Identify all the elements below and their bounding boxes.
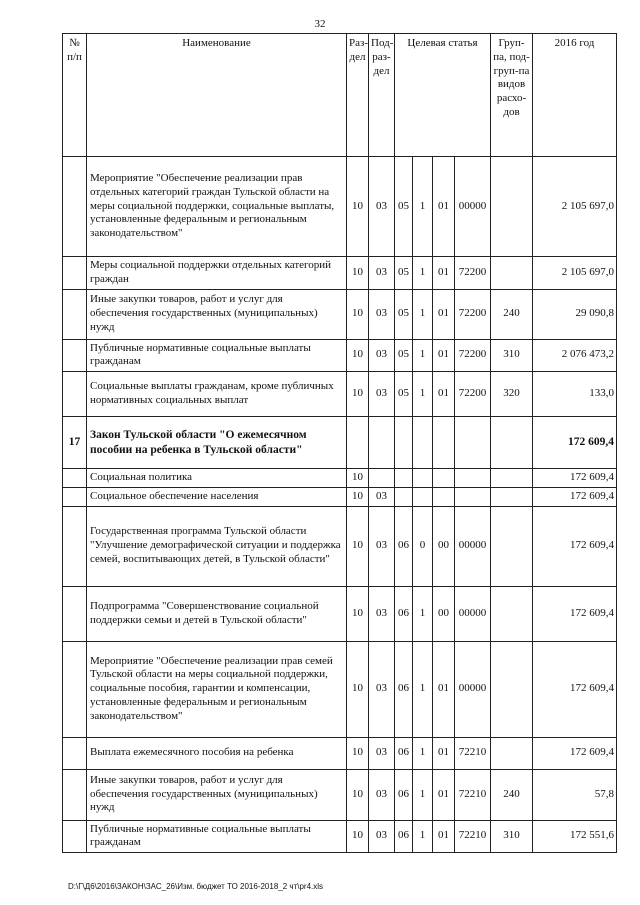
row-expense-group — [491, 506, 533, 586]
row-target-program: 06 — [395, 769, 413, 820]
row-target-direction: 72200 — [455, 257, 491, 290]
row-target-program — [395, 469, 413, 488]
row-podrazdel: 03 — [369, 820, 395, 853]
row-number — [63, 372, 87, 417]
row-amount: 2 076 473,2 — [533, 339, 617, 372]
row-amount: 172 609,4 — [533, 737, 617, 769]
header-group: Груп-па, под-груп-па видов расхо-дов — [491, 34, 533, 157]
table-row — [63, 820, 617, 853]
row-target-subprogram: 1 — [413, 372, 433, 417]
row-target-event — [433, 417, 455, 469]
row-target-direction: 72200 — [455, 289, 491, 339]
row-podrazdel: 03 — [369, 769, 395, 820]
row-target-event: 01 — [433, 737, 455, 769]
row-target-subprogram: 0 — [413, 506, 433, 586]
table-body — [63, 157, 617, 853]
row-target-program: 05 — [395, 289, 413, 339]
row-target-event: 01 — [433, 339, 455, 372]
row-name: Социальные выплаты гражданам, кроме публичных нормативных социальных выплат — [87, 372, 347, 417]
row-number — [63, 641, 87, 737]
row-podrazdel: 03 — [369, 289, 395, 339]
row-razdel: 10 — [347, 289, 369, 339]
table-row — [63, 737, 617, 769]
row-expense-group: 240 — [491, 769, 533, 820]
table-row — [63, 506, 617, 586]
row-podrazdel: 03 — [369, 487, 395, 506]
row-razdel: 10 — [347, 487, 369, 506]
row-amount: 172 609,4 — [533, 487, 617, 506]
header-razdel: Раз-дел — [347, 34, 369, 157]
page-number: 32 — [314, 18, 326, 30]
row-target-program — [395, 417, 413, 469]
row-name: Подпрограмма "Совершенствование социальной поддержки семьи и детей в Тульской области" — [87, 586, 347, 641]
row-amount: 172 551,6 — [533, 820, 617, 853]
row-name: Иные закупки товаров, работ и услуг для обеспечения государственных (муниципальных) нужд — [87, 289, 347, 339]
row-podrazdel: 03 — [369, 372, 395, 417]
row-razdel: 10 — [347, 469, 369, 488]
row-number — [63, 506, 87, 586]
row-number — [63, 586, 87, 641]
row-target-direction — [455, 417, 491, 469]
header-podrazdel: Под-раз-дел — [369, 34, 395, 157]
row-target-subprogram — [413, 469, 433, 488]
row-name: Иные закупки товаров, работ и услуг для обеспечения государственных (муниципальных) нужд — [87, 769, 347, 820]
table-row — [63, 769, 617, 820]
row-target-direction: 00000 — [455, 641, 491, 737]
row-number — [63, 157, 87, 257]
budget-table — [62, 33, 617, 853]
row-podrazdel: 03 — [369, 586, 395, 641]
row-target-subprogram: 1 — [413, 820, 433, 853]
row-number — [63, 339, 87, 372]
row-target-direction: 72210 — [455, 737, 491, 769]
row-expense-group — [491, 157, 533, 257]
row-podrazdel: 03 — [369, 506, 395, 586]
row-target-program: 06 — [395, 641, 413, 737]
row-podrazdel: 03 — [369, 257, 395, 290]
row-target-direction: 72200 — [455, 339, 491, 372]
table-row — [63, 417, 617, 469]
row-target-program: 05 — [395, 157, 413, 257]
row-target-event: 00 — [433, 506, 455, 586]
row-expense-group — [491, 586, 533, 641]
row-target-program: 06 — [395, 737, 413, 769]
row-expense-group: 310 — [491, 820, 533, 853]
row-expense-group — [491, 737, 533, 769]
row-razdel: 10 — [347, 339, 369, 372]
row-number — [63, 257, 87, 290]
row-target-event — [433, 487, 455, 506]
row-amount: 172 609,4 — [533, 586, 617, 641]
row-podrazdel — [369, 469, 395, 488]
row-target-event: 01 — [433, 289, 455, 339]
row-expense-group — [491, 487, 533, 506]
row-target-program: 05 — [395, 339, 413, 372]
header-num: № п/п — [63, 34, 87, 157]
row-target-event: 01 — [433, 257, 455, 290]
row-target-direction — [455, 469, 491, 488]
row-target-subprogram: 1 — [413, 339, 433, 372]
table-header-row — [63, 34, 617, 157]
row-number — [63, 469, 87, 488]
row-razdel: 10 — [347, 586, 369, 641]
row-expense-group — [491, 417, 533, 469]
row-target-direction: 72200 — [455, 372, 491, 417]
row-podrazdel: 03 — [369, 157, 395, 257]
row-podrazdel: 03 — [369, 737, 395, 769]
row-target-subprogram — [413, 487, 433, 506]
row-target-subprogram: 1 — [413, 737, 433, 769]
row-target-event: 01 — [433, 769, 455, 820]
row-razdel: 10 — [347, 372, 369, 417]
row-razdel — [347, 417, 369, 469]
row-razdel: 10 — [347, 820, 369, 853]
row-razdel: 10 — [347, 737, 369, 769]
row-expense-group: 240 — [491, 289, 533, 339]
row-target-event: 01 — [433, 372, 455, 417]
row-target-subprogram: 1 — [413, 157, 433, 257]
row-amount: 172 609,4 — [533, 469, 617, 488]
row-target-event: 00 — [433, 586, 455, 641]
table-row — [63, 641, 617, 737]
row-amount: 133,0 — [533, 372, 617, 417]
row-target-direction: 00000 — [455, 506, 491, 586]
row-target-subprogram: 1 — [413, 289, 433, 339]
row-target-direction: 00000 — [455, 586, 491, 641]
row-name: Выплата ежемесячного пособия на ребенка — [87, 737, 347, 769]
table-row — [63, 469, 617, 488]
row-name: Мероприятие "Обеспечение реализации прав отдельных категорий граждан Тульской области на меры социальной поддержки, социальные выплаты, установленные федеральным и региональным законодательством" — [87, 157, 347, 257]
row-target-subprogram: 1 — [413, 769, 433, 820]
row-target-subprogram: 1 — [413, 641, 433, 737]
row-target-event: 01 — [433, 641, 455, 737]
row-amount: 2 105 697,0 — [533, 257, 617, 290]
row-name: Мероприятие "Обеспечение реализации прав семей Тульской области на меры социальной поддержки, социальные пособия, гарантии и компенсации, установленные федеральным и региональным законодательством" — [87, 641, 347, 737]
header-year: 2016 год — [533, 34, 617, 157]
row-target-subprogram — [413, 417, 433, 469]
table-row — [63, 289, 617, 339]
header-target: Целевая статья — [395, 34, 491, 157]
row-expense-group — [491, 641, 533, 737]
row-target-event: 01 — [433, 157, 455, 257]
row-target-subprogram: 1 — [413, 257, 433, 290]
row-target-direction: 00000 — [455, 157, 491, 257]
row-number — [63, 769, 87, 820]
row-name: Социальная политика — [87, 469, 347, 488]
row-number — [63, 820, 87, 853]
table-row — [63, 487, 617, 506]
row-razdel: 10 — [347, 641, 369, 737]
row-target-program: 05 — [395, 372, 413, 417]
row-target-direction: 72210 — [455, 769, 491, 820]
row-target-program: 06 — [395, 586, 413, 641]
row-expense-group — [491, 469, 533, 488]
row-number — [63, 737, 87, 769]
row-razdel: 10 — [347, 157, 369, 257]
row-target-event: 01 — [433, 820, 455, 853]
row-amount: 172 609,4 — [533, 641, 617, 737]
row-amount: 172 609,4 — [533, 417, 617, 469]
row-expense-group: 310 — [491, 339, 533, 372]
row-target-event — [433, 469, 455, 488]
row-name: Публичные нормативные социальные выплаты гражданам — [87, 820, 347, 853]
row-target-subprogram: 1 — [413, 586, 433, 641]
table-row — [63, 257, 617, 290]
row-expense-group: 320 — [491, 372, 533, 417]
row-target-program: 06 — [395, 820, 413, 853]
row-razdel: 10 — [347, 506, 369, 586]
row-amount: 29 090,8 — [533, 289, 617, 339]
row-name: Публичные нормативные социальные выплаты гражданам — [87, 339, 347, 372]
row-podrazdel: 03 — [369, 641, 395, 737]
row-number — [63, 487, 87, 506]
table-row — [63, 339, 617, 372]
header-name: Наименование — [87, 34, 347, 157]
row-razdel: 10 — [347, 257, 369, 290]
row-name: Закон Тульской области "О ежемесячном пособии на ребенка в Тульской области" — [87, 417, 347, 469]
table-row — [63, 586, 617, 641]
row-amount: 172 609,4 — [533, 506, 617, 586]
row-name: Социальное обеспечение населения — [87, 487, 347, 506]
row-podrazdel — [369, 417, 395, 469]
row-target-program: 05 — [395, 257, 413, 290]
table-row — [63, 157, 617, 257]
row-number — [63, 289, 87, 339]
row-target-direction — [455, 487, 491, 506]
row-name: Меры социальной поддержки отдельных категорий граждан — [87, 257, 347, 290]
row-amount: 57,8 — [533, 769, 617, 820]
row-number: 17 — [63, 417, 87, 469]
row-target-direction: 72210 — [455, 820, 491, 853]
row-target-program — [395, 487, 413, 506]
row-expense-group — [491, 257, 533, 290]
row-target-program: 06 — [395, 506, 413, 586]
row-amount: 2 105 697,0 — [533, 157, 617, 257]
row-podrazdel: 03 — [369, 339, 395, 372]
file-path-footer: D:\Г\Д6\2016\ЗАКОН\ЗАС_26\Изм. бюджет ТО 2016-2018_2 чт\pr4.xls — [68, 882, 324, 891]
table-row — [63, 372, 617, 417]
row-name: Государственная программа Тульской области "Улучшение демографической ситуации и поддержка семей, воспитывающих детей, в Тульской области" — [87, 506, 347, 586]
row-razdel: 10 — [347, 769, 369, 820]
